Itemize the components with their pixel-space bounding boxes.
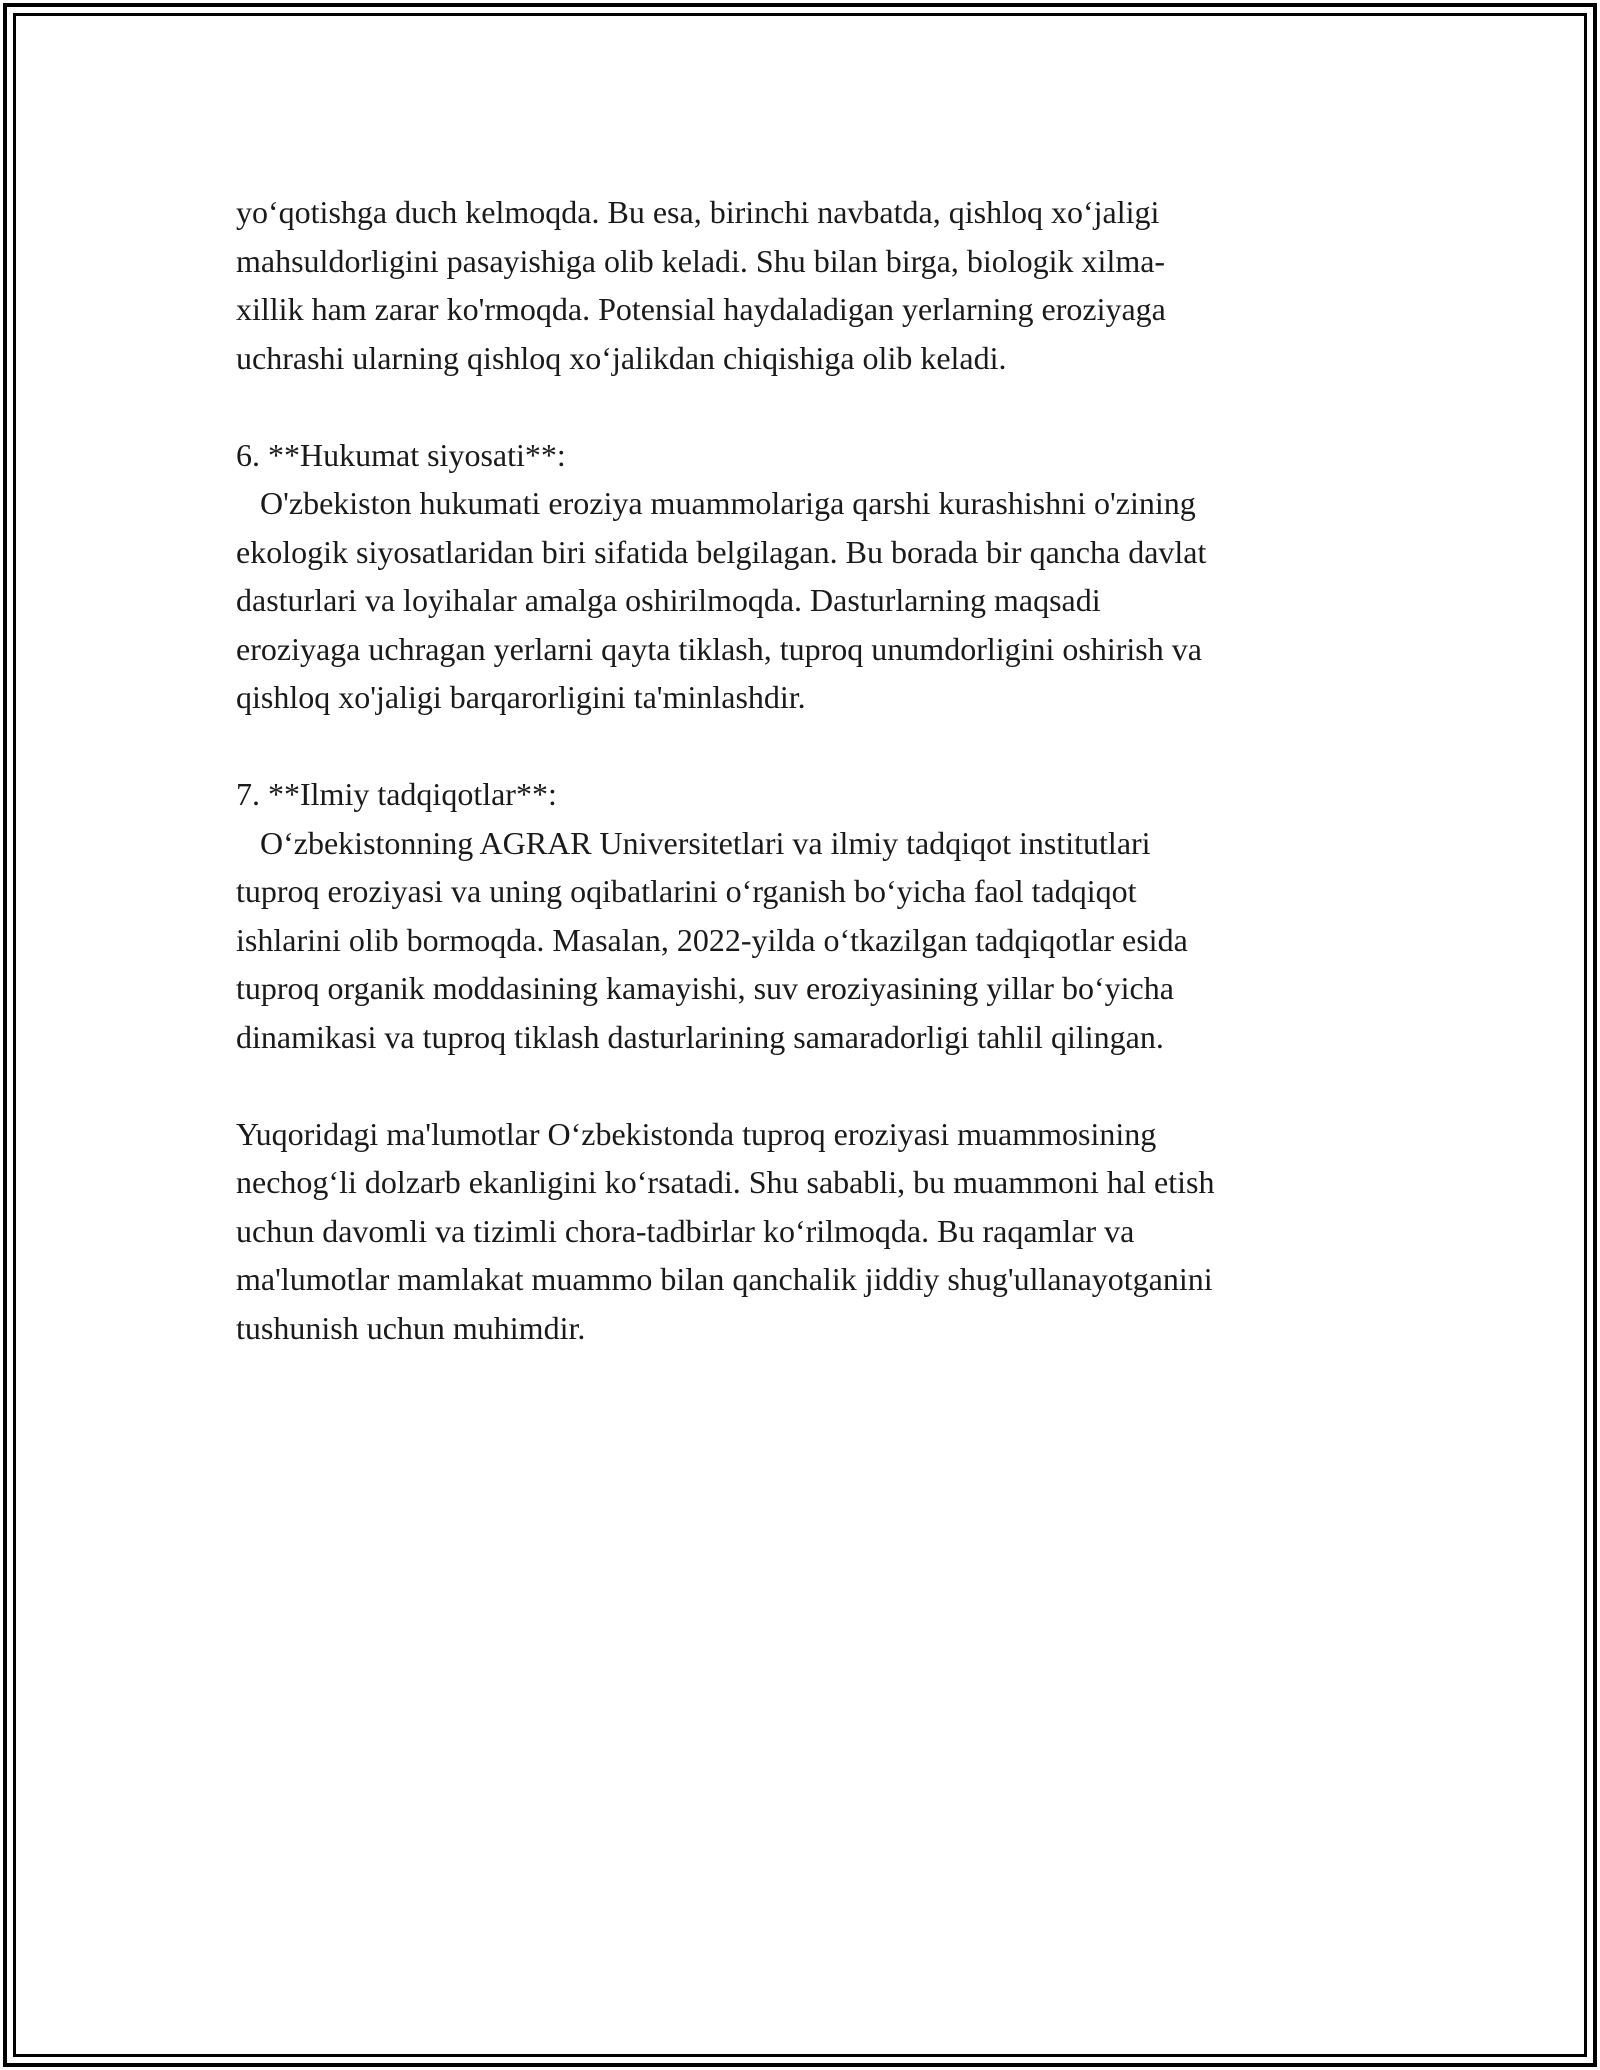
text-line: ekologik siyosatlaridan biri sifatida belgilagan. Bu borada bir qancha davlat bbox=[236, 533, 1207, 570]
text-line: eroziyaga uchragan yerlarni qayta tiklash, tuproq unumdorligini oshirish va bbox=[236, 630, 1202, 667]
text-line: tuproq eroziyasi va uning oqibatlarini o‘rganish bo‘yicha faol tadqiqot bbox=[236, 873, 1137, 909]
text-line: O'zbekiston hukumati eroziya muammolariga qarshi kurashishni o'zining bbox=[236, 485, 1196, 521]
section-heading: 6. **Hukumat siyosati**: bbox=[236, 436, 566, 473]
text-line: yo‘qotishga duch kelmoqda. Bu esa, birinchi navbatda, qishloq xo‘jaligi bbox=[236, 194, 1160, 230]
section-heading: 7. **Ilmiy tadqiqotlar**: bbox=[236, 776, 557, 812]
section-hukumat-siyosati bbox=[236, 431, 1366, 722]
text-line: tuproq organik moddasining kamayishi, suv eroziyasining yillar bo‘yicha bbox=[236, 970, 1174, 1006]
text-line: uchun davomli va tizimli chora-tadbirlar ko‘rilmoqda. Bu raqamlar va bbox=[236, 1212, 1135, 1249]
text-line: uchrashi ularning qishloq xo‘jalikdan chiqishiga olib keladi. bbox=[236, 339, 1007, 376]
paragraph-intro-continuation bbox=[236, 188, 1366, 382]
text-line: ishlarini olib bormoqda. Masalan, 2022-yilda o‘tkazilgan tadqiqotlar esida bbox=[236, 921, 1188, 958]
section-ilmiy-tadqiqotlar bbox=[236, 770, 1366, 1061]
document-body bbox=[236, 188, 1366, 1401]
text-line: dasturlari va loyihalar amalga oshirilmoqda. Dasturlarning maqsadi bbox=[236, 582, 1101, 618]
text-line: Yuqoridagi ma'lumotlar O‘zbekistonda tuproq eroziyasi muammosining bbox=[236, 1115, 1157, 1152]
text-line: ma'lumotlar mamlakat muammo bilan qanchalik jiddiy shug'ullanayotganini bbox=[236, 1261, 1213, 1297]
text-line: dinamikasi va tuproq tiklash dasturlarining samaradorligi tahlil qilingan. bbox=[236, 1018, 1164, 1055]
text-line: nechog‘li dolzarb ekanligini ko‘rsatadi. Shu sababli, bu muammoni hal etish bbox=[236, 1164, 1215, 1200]
text-line: mahsuldorligini pasayishiga olib keladi. Shu bilan birga, biologik xilma- bbox=[236, 242, 1166, 279]
text-line: qishloq xo'jaligi barqarorligini ta'minlashdir. bbox=[236, 679, 806, 715]
text-line: tushunish uchun muhimdir. bbox=[236, 1309, 586, 1346]
text-line: xillik ham zarar ko'rmoqda. Potensial haydaladigan yerlarning eroziyaga bbox=[236, 291, 1166, 327]
text-line: O‘zbekistonning AGRAR Universitetlari va ilmiy tadqiqot institutlari bbox=[236, 824, 1151, 861]
paragraph-conclusion bbox=[236, 1110, 1366, 1353]
